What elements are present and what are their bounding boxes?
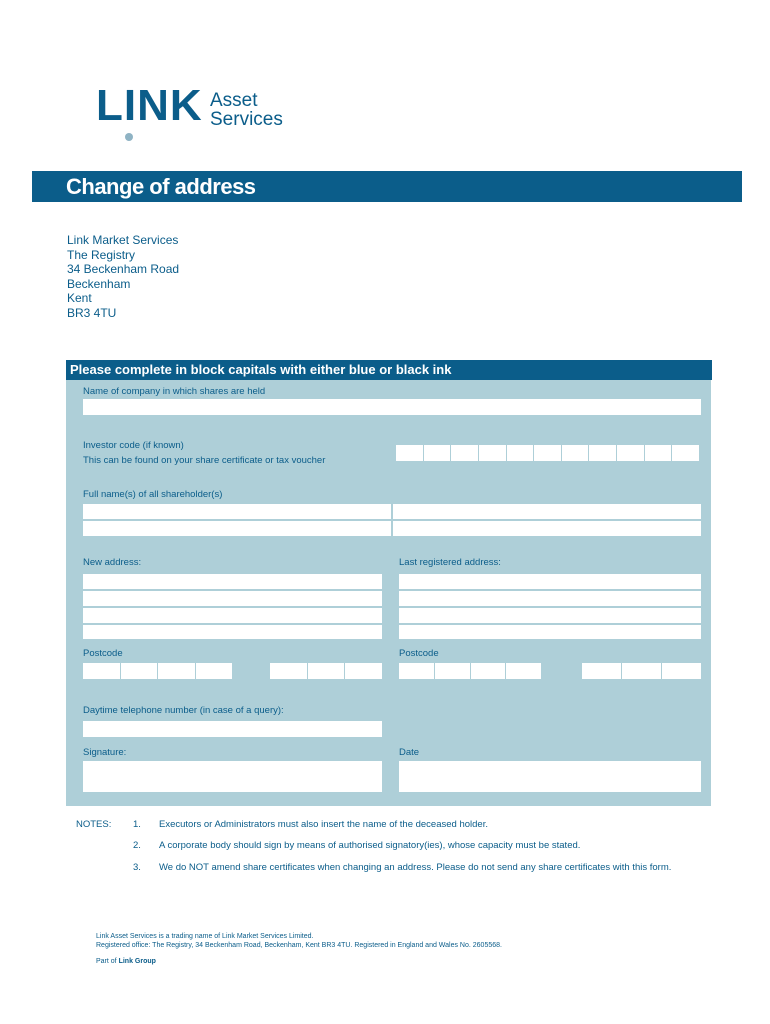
- new-address-line-3[interactable]: [83, 608, 382, 623]
- last-address-line-1[interactable]: [399, 574, 701, 589]
- shareholder-name-field-2[interactable]: [393, 504, 701, 519]
- investor-code-cell[interactable]: [451, 445, 479, 461]
- postcode-cell[interactable]: [308, 663, 346, 679]
- postcode-cell[interactable]: [83, 663, 121, 679]
- new-address-line-4[interactable]: [83, 625, 382, 639]
- shareholder-name-field-4[interactable]: [393, 521, 701, 536]
- footer-trading-name: Link Asset Services is a trading name of Link Market Services Limited.: [96, 933, 314, 940]
- notes-heading: NOTES:: [76, 819, 112, 830]
- investor-code-cell[interactable]: [424, 445, 452, 461]
- registry-address: [67, 233, 179, 321]
- address-line: BR3 4TU: [67, 305, 117, 320]
- shareholder-name-field-3[interactable]: [83, 521, 391, 536]
- phone-label: Daytime telephone number (in case of a query):: [83, 705, 284, 716]
- investor-code-cell[interactable]: [589, 445, 617, 461]
- address-line: The Registry: [67, 247, 136, 262]
- investor-code-cell[interactable]: [534, 445, 562, 461]
- new-address-line-1[interactable]: [83, 574, 382, 589]
- signature-field[interactable]: [83, 761, 382, 792]
- postcode-cell[interactable]: [399, 663, 435, 679]
- last-address-line-3[interactable]: [399, 608, 701, 623]
- postcode-cell[interactable]: [121, 663, 159, 679]
- new-postcode-label: Postcode: [83, 648, 123, 659]
- note-number: 2.: [133, 840, 141, 851]
- postcode-cell[interactable]: [582, 663, 622, 679]
- investor-code-cell[interactable]: [645, 445, 673, 461]
- address-line: Link Market Services: [67, 233, 179, 247]
- investor-code-cell[interactable]: [617, 445, 645, 461]
- new-postcode-outward[interactable]: [83, 663, 232, 679]
- address-line: Kent: [67, 291, 92, 306]
- address-line: 34 Beckenham Road: [67, 262, 180, 277]
- note-number: 1.: [133, 819, 141, 830]
- investor-code-cell[interactable]: [479, 445, 507, 461]
- note-text: We do NOT amend share certificates when changing an address. Please do not send any share certificates with this form.: [159, 862, 672, 873]
- shareholder-name-field-1[interactable]: [83, 504, 391, 519]
- last-address-line-4[interactable]: [399, 625, 701, 639]
- new-address-line-2[interactable]: [83, 591, 382, 606]
- footer-group: [96, 958, 156, 965]
- note-text: Executors or Administrators must also insert the name of the deceased holder.: [159, 819, 488, 830]
- footer-group-name: Link Group: [118, 958, 156, 965]
- address-line: Beckenham: [67, 276, 131, 291]
- logo-wordmark: LINK: [96, 81, 203, 130]
- shareholders-label: Full name(s) of all shareholder(s): [83, 489, 223, 500]
- investor-code-hint: This can be found on your share certificate or tax voucher: [83, 455, 326, 466]
- logo-asset-text: Asset: [210, 90, 258, 111]
- last-address-label: Last registered address:: [399, 557, 501, 568]
- investor-code-cell[interactable]: [396, 445, 424, 461]
- phone-field[interactable]: [83, 721, 382, 737]
- investor-code-cell[interactable]: [672, 445, 699, 461]
- postcode-cell[interactable]: [662, 663, 701, 679]
- last-postcode-outward[interactable]: [399, 663, 541, 679]
- page-title: Change of address: [66, 174, 256, 199]
- postcode-cell[interactable]: [158, 663, 196, 679]
- note-number: 3.: [133, 862, 141, 873]
- last-postcode-label: Postcode: [399, 648, 439, 659]
- footer-part-of: Part of: [96, 958, 119, 965]
- postcode-cell[interactable]: [506, 663, 541, 679]
- investor-code-field[interactable]: [396, 445, 699, 461]
- note-text: A corporate body should sign by means of authorised signatory(ies), whose capacity must be stated.: [159, 840, 581, 851]
- postcode-cell[interactable]: [196, 663, 233, 679]
- postcode-cell[interactable]: [270, 663, 308, 679]
- postcode-cell[interactable]: [471, 663, 507, 679]
- investor-code-label: Investor code (if known): [83, 440, 184, 451]
- new-postcode-inward[interactable]: [270, 663, 382, 679]
- investor-code-cell[interactable]: [507, 445, 535, 461]
- last-address-line-2[interactable]: [399, 591, 701, 606]
- company-name-field[interactable]: [83, 399, 701, 415]
- signature-label: Signature:: [83, 747, 127, 758]
- form-instructions: Please complete in block capitals with either blue or black ink: [70, 362, 452, 377]
- footer-registered-office: Registered office: The Registry, 34 Beckenham Road, Beckenham, Kent BR3 4TU. Registered in England and Wales No. 2605568.: [96, 942, 502, 949]
- company-label: Name of company in which shares are held: [83, 386, 266, 397]
- postcode-cell[interactable]: [345, 663, 382, 679]
- investor-code-cell[interactable]: [562, 445, 590, 461]
- postcode-cell[interactable]: [622, 663, 662, 679]
- date-label: Date: [399, 747, 420, 758]
- last-postcode-inward[interactable]: [582, 663, 701, 679]
- date-field[interactable]: [399, 761, 701, 792]
- postcode-cell[interactable]: [435, 663, 471, 679]
- logo-services-text: Services: [210, 109, 283, 130]
- logo-dot-icon: [125, 133, 133, 141]
- new-address-label: New address:: [83, 557, 142, 568]
